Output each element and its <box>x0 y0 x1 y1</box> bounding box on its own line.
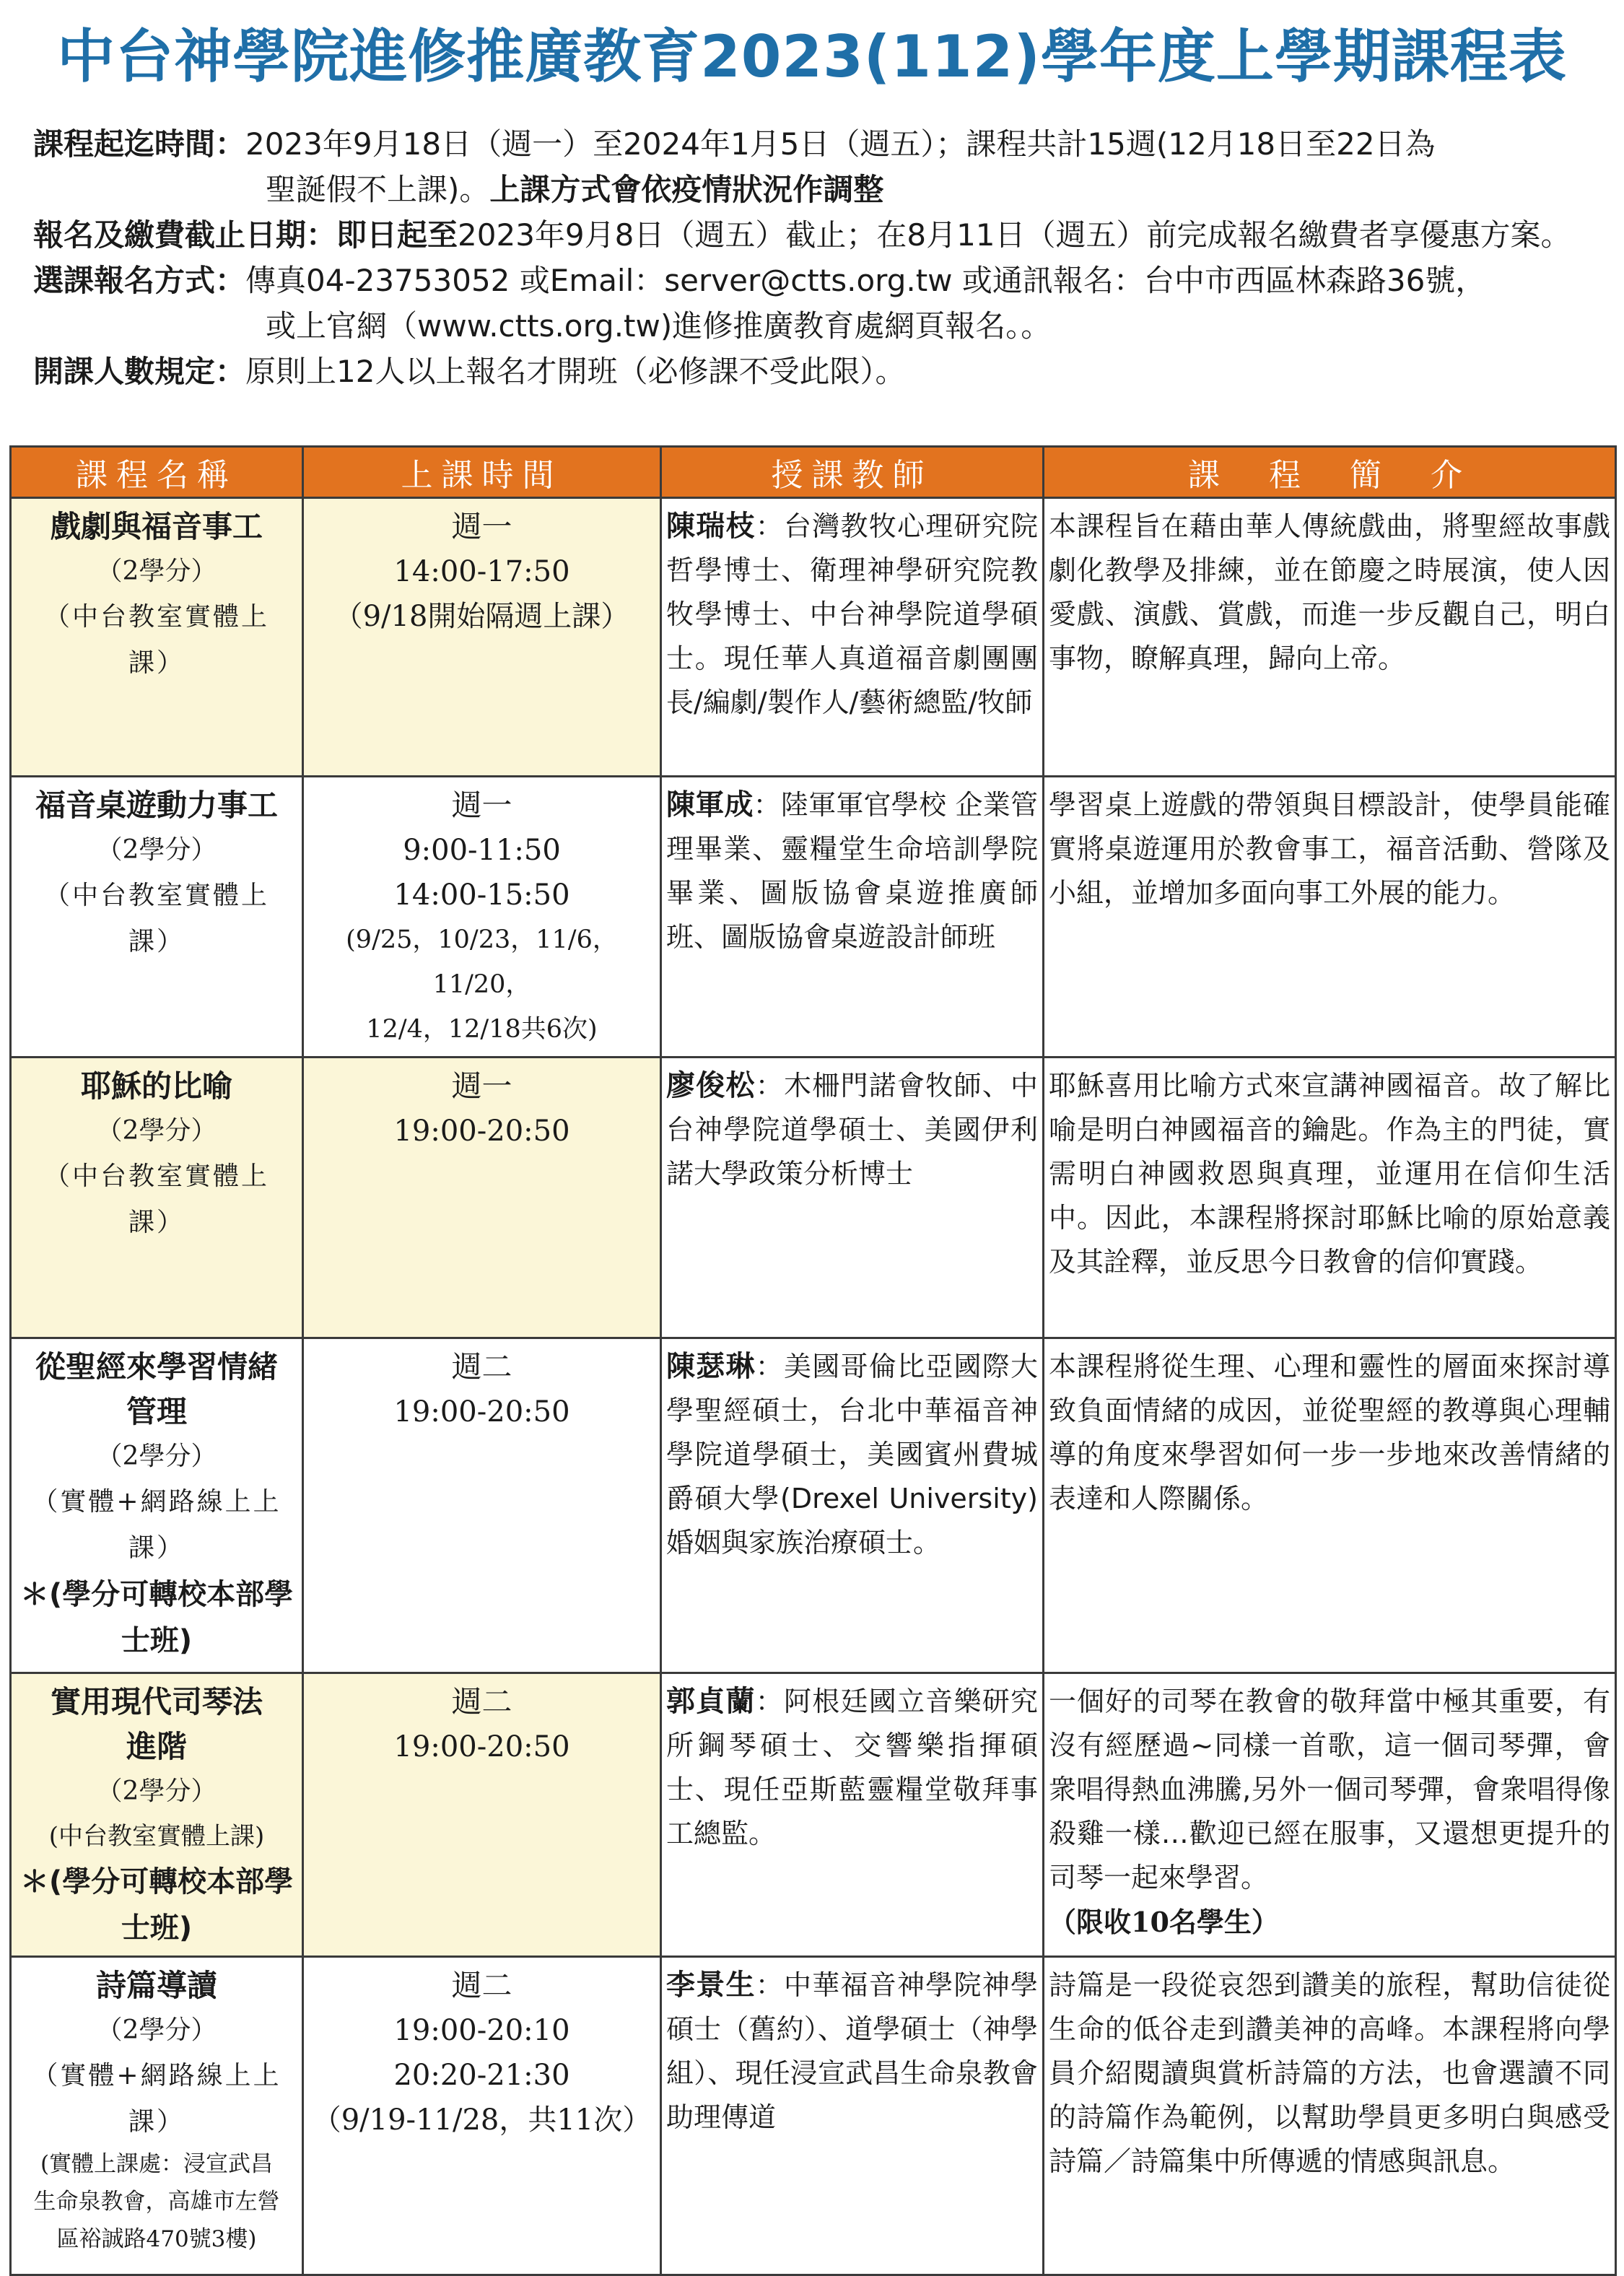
header-teacher: 授課教師 <box>661 447 1044 498</box>
course-name-cell <box>11 498 303 777</box>
class-schedule-note: （9/19-11/28，共11次） <box>312 2103 652 2137</box>
course-name: 詩篇導讀 <box>95 1968 217 2003</box>
description-cell <box>1044 1673 1616 1957</box>
teacher-name: 李景生 <box>666 1968 756 2002</box>
course-mode: 課） <box>128 1533 185 1563</box>
course-credit: （2學分） <box>96 1116 217 1146</box>
teacher-cell <box>661 1058 1044 1338</box>
description-cell <box>1044 1957 1616 2275</box>
period-text: 2023年9月18日（週一）至2024年1月5日（週五）；課程共計15週(12月18日至22日為 <box>245 126 1436 162</box>
deadline-text: 2023年9月8日（週五）截止；在8月11日（週五）前完成報名繳費者享優惠方案。 <box>458 217 1571 253</box>
teacher-cell <box>661 777 1044 1058</box>
course-name-cell <box>11 1673 303 1957</box>
course-mode: （中台教室實體上 <box>43 602 269 632</box>
info-period-cont <box>33 167 1599 212</box>
period-label: 課程起迄時間： <box>33 126 246 162</box>
class-time-cell <box>303 777 661 1058</box>
credit-transfer-note: ＊(學分可轉校本部學 <box>19 1865 294 1898</box>
deadline-bold: 即日起至 <box>336 217 458 253</box>
header-class-time: 上課時間 <box>303 447 661 498</box>
course-mode: 課） <box>128 2107 185 2137</box>
venue-note: 區裕誠路470號3樓) <box>56 2226 257 2252</box>
course-name: 管理 <box>126 1394 187 1429</box>
method-text: 傳真04-23753052 或Email：server@ctts.org.tw 或通訊報名：台中市西區林森路36號， <box>245 263 1486 298</box>
teacher-name: 陳瑞枝 <box>666 510 756 543</box>
course-name: 福音桌遊動力事工 <box>35 788 278 823</box>
teacher-name: 陳軍成 <box>666 788 754 821</box>
credit-transfer-note: ＊(學分可轉校本部學 <box>19 1578 294 1611</box>
course-mode: 課） <box>128 648 185 678</box>
minimum-text: 原則上12人以上報名才開班（必修課不受此限）。 <box>245 354 906 389</box>
info-block <box>33 121 1599 394</box>
course-name: 從聖經來學習情緒 <box>35 1349 278 1385</box>
course-mode: （實體+網路線上上 <box>32 2061 281 2090</box>
method-label: 選課報名方式： <box>33 263 246 298</box>
class-time-cell <box>303 1673 661 1957</box>
class-time: 19:00-20:50 <box>393 1730 570 1763</box>
minimum-label: 開課人數規定： <box>33 354 246 389</box>
course-name-cell <box>11 1957 303 2275</box>
course-description: 學習桌上遊戲的帶領與目標設計，使學員能確實將桌遊運用於教會事工，福音活動、營隊及小組，並增加多面向事工外展的能力。 <box>1049 789 1610 909</box>
info-period <box>33 121 1599 167</box>
description-cell <box>1044 1058 1616 1338</box>
class-time: 19:00-20:10 <box>393 2014 570 2047</box>
class-time: 14:00-15:50 <box>393 878 570 912</box>
class-time-cell <box>303 1058 661 1338</box>
teacher-name: 郭貞蘭 <box>666 1685 756 1718</box>
class-day: 週一 <box>451 1068 512 1104</box>
course-description: 本課程將從生理、心理和靈性的層面來探討導致負面情緒的成因，並從聖經的教導與心理輔導的角度來學習如何一步一步地來改善情緒的表達和人際關係。 <box>1049 1351 1610 1514</box>
description-cell <box>1044 1338 1616 1673</box>
class-schedule-note: （9/18開始隔週上課） <box>333 600 630 633</box>
info-method-cont <box>33 303 1599 349</box>
info-method <box>33 258 1599 303</box>
course-name-cell <box>11 1058 303 1338</box>
venue-note: 生命泉教會，高雄市左營 <box>33 2189 280 2215</box>
teacher-name: 陳瑟琳 <box>666 1350 756 1383</box>
table-row <box>11 1673 1616 1957</box>
table-row <box>11 1058 1616 1338</box>
course-name: 耶穌的比喻 <box>80 1068 232 1104</box>
course-mode: （中台教室實體上 <box>43 881 269 910</box>
course-name: 戲劇與福音事工 <box>50 509 263 544</box>
teacher-name: 廖俊松 <box>666 1069 756 1102</box>
teacher-bio: ：阿根廷國立音樂研究所鋼琴碩士、交響樂指揮碩士、現任亞斯藍靈糧堂敬拜事工總監。 <box>666 1686 1038 1849</box>
teacher-bio: ：陸軍軍官學校 企業管理畢業、靈糧堂生命培訓學院畢業、圖版協會桌遊推廣師班、圖版協會桌遊設計師班 <box>666 789 1038 953</box>
class-schedule-note: 12/4，12/18共6次) <box>366 1015 598 1044</box>
class-schedule-note: (9/25，10/23，11/6，11/20， <box>346 925 618 999</box>
class-time: 19:00-20:50 <box>393 1395 570 1429</box>
class-time: 14:00-17:50 <box>393 555 570 588</box>
class-time-cell <box>303 498 661 777</box>
deadline-label: 報名及繳費截止日期： <box>33 217 337 253</box>
venue-note: (實體上課處：浸宣武昌 <box>40 2151 274 2177</box>
course-description: 耶穌喜用比喻方式來宣講神國福音。故了解比喻是明白神國福音的鑰匙。作為主的門徒，實需明白神國救恩與真理，並運用在信仰生活中。因此，本課程將探討耶穌比喻的原始意義及其詮釋，並反思今日教會的信仰實踐。 <box>1049 1070 1610 1278</box>
course-description: 本課程旨在藉由華人傳統戲曲，將聖經故事戲劇化教學及排練，並在節慶之時展演，使人因愛戲、演戲、賞戲，而進一步反觀自己，明白事物，瞭解真理，歸向上帝。 <box>1049 510 1610 674</box>
course-mode: 課） <box>128 927 185 956</box>
page-title: 中台神學院進修推廣教育2023(112)學年度上學期課程表 <box>57 23 1567 90</box>
class-day: 週二 <box>451 1684 512 1719</box>
credit-transfer-note: 士班) <box>121 1911 193 1945</box>
class-day: 週一 <box>451 509 512 544</box>
table-row <box>11 777 1616 1058</box>
enrollment-cap: （限收10名學生） <box>1049 1906 1279 1938</box>
course-credit: （2學分） <box>96 835 217 865</box>
course-credit: （2學分） <box>96 557 217 586</box>
course-name-cell <box>11 1338 303 1673</box>
description-cell <box>1044 777 1616 1058</box>
class-day: 週二 <box>451 1349 512 1385</box>
period-bold: 上課方式會依疫情狀況作調整 <box>489 172 884 207</box>
period-text-2: 聖誕假不上課)。 <box>266 172 490 207</box>
class-time-cell <box>303 1957 661 2275</box>
class-time-cell <box>303 1338 661 1673</box>
course-credit: （2學分） <box>96 1776 217 1806</box>
course-description: 詩篇是一段從哀怨到讚美的旅程，幫助信徒從生命的低谷走到讚美神的高峰。本課程將向學員介紹閱讀與賞析詩篇的方法，也會選讀不同的詩篇作為範例，以幫助學員更多明白與感受詩篇／詩篇集中所傳遞的情感與訊息。 <box>1049 1969 1610 2177</box>
table-row <box>11 498 1616 777</box>
class-time: 9:00-11:50 <box>403 834 561 867</box>
teacher-cell <box>661 1338 1044 1673</box>
course-name: 實用現代司琴法 <box>50 1684 263 1719</box>
course-mode: 課） <box>128 1208 185 1237</box>
teacher-bio: ：美國哥倫比亞國際大學聖經碩士，台北中華福音神學院道學碩士，美國賓州費城爵碩大學(Drexel University)婚姻與家族治療碩士。 <box>666 1351 1038 1558</box>
teacher-bio: ：台灣教牧心理研究院哲學博士、衛理神學研究院教牧學博士、中台神學院道學碩士。現任華人真道福音劇團團長/編劇/製作人/藝術總監/牧師 <box>666 510 1038 718</box>
course-mode: （中台教室實體上 <box>43 1161 269 1191</box>
info-minimum <box>33 349 1599 394</box>
class-day: 週一 <box>451 788 512 823</box>
header-description: 課 程 簡 介 <box>1044 447 1616 498</box>
teacher-bio: ：木柵門諾會牧師、中台神學院道學碩士、美國伊利諾大學政策分析博士 <box>666 1070 1038 1190</box>
teacher-bio: ：中華福音神學院神學碩士（舊約）、道學碩士（神學組）、現任浸宣武昌生命泉教會助理傳道 <box>666 1969 1038 2133</box>
course-name-cell <box>11 777 303 1058</box>
info-deadline <box>33 212 1599 258</box>
teacher-cell <box>661 498 1044 777</box>
table-row <box>11 1957 1616 2275</box>
header-course-name: 課程名稱 <box>11 447 303 498</box>
course-mode: （實體+網路線上上 <box>32 1487 281 1517</box>
method-text-2: 或上官網（www.ctts.org.tw)進修推廣教育處網頁報名。。 <box>266 308 1052 344</box>
course-description: 一個好的司琴在教會的敬拜當中極其重要，有沒有經歷過~同樣一首歌，這一個司琴彈，會衆唱得熱血沸騰,另外一個司琴彈，會衆唱得像殺雞一樣…歡迎已經在服事，又還想更提升的司琴一起來學習。 <box>1049 1686 1610 1893</box>
table-header-row <box>11 447 1616 498</box>
class-day: 週二 <box>451 1968 512 2003</box>
course-name: 進階 <box>126 1729 187 1764</box>
teacher-cell <box>661 1957 1044 2275</box>
class-time: 20:20-21:30 <box>393 2059 570 2092</box>
course-mode: (中台教室實體上課) <box>48 1822 265 1851</box>
description-cell <box>1044 498 1616 777</box>
class-time: 19:00-20:50 <box>393 1115 570 1148</box>
course-credit: （2學分） <box>96 1442 217 1471</box>
credit-transfer-note: 士班) <box>121 1624 193 1657</box>
course-table <box>9 445 1617 2276</box>
course-credit: （2學分） <box>96 2015 217 2045</box>
table-row <box>11 1338 1616 1673</box>
teacher-cell <box>661 1673 1044 1957</box>
